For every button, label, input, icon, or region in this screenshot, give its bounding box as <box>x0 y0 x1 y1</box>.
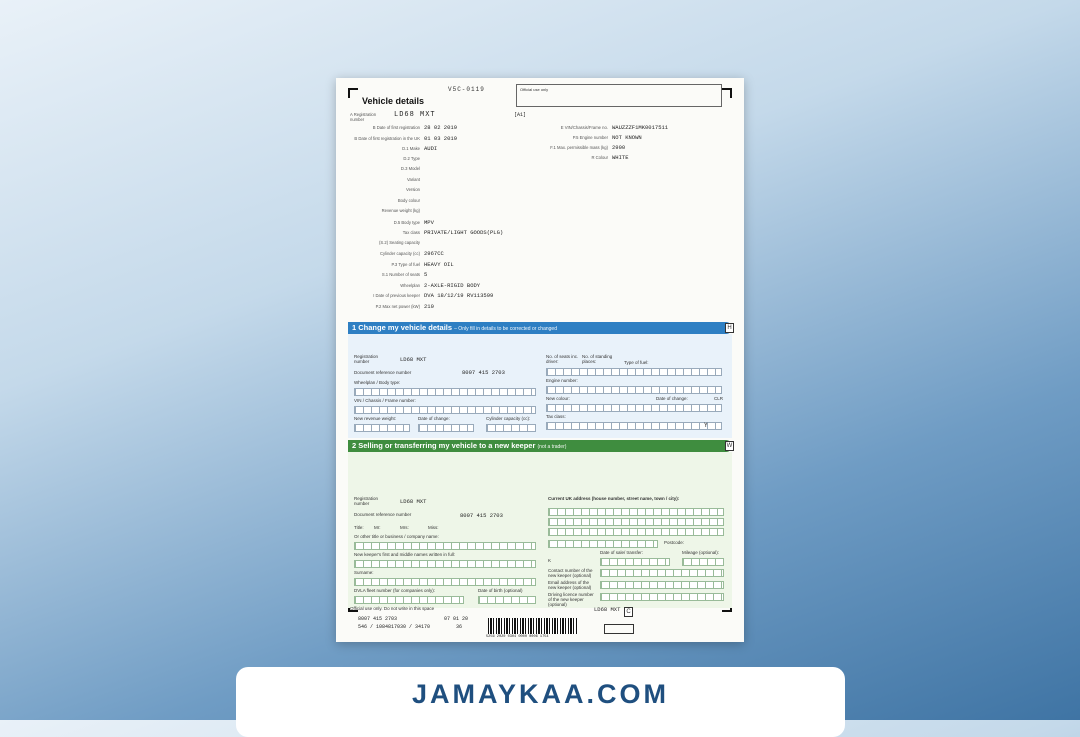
s2-dob-label: Date of birth (optional) <box>478 588 523 593</box>
vehicle-field-right-label: P.5 Engine number <box>572 135 608 140</box>
vehicle-field-right-label: F.1 Max. permissible mass (kg) <box>550 145 608 150</box>
vehicle-field-value: 2967CC <box>424 250 444 257</box>
vehicle-field-row <box>350 292 493 299</box>
s1-docref-label: Document reference number <box>354 370 412 375</box>
section2-subtitle: (not a trader) <box>537 444 567 450</box>
vehicle-field-right-row <box>532 144 625 151</box>
vehicle-field-value: HEAVY OIL <box>424 260 454 268</box>
s2-licence-input[interactable] <box>600 593 724 601</box>
ref-code: V5C-0119 <box>448 86 485 93</box>
s1-datechange-label: Date of change: <box>656 396 688 401</box>
vehicle-field-label: S.1 Number of seats <box>381 272 420 277</box>
v5c-document <box>336 78 744 642</box>
site-name[interactable]: JAMAYKAA.COM <box>411 679 670 709</box>
barcode <box>488 618 578 634</box>
vehicle-field-label: D.1 Make <box>402 146 420 151</box>
vehicle-field-value: 210 <box>424 302 434 310</box>
s2-postcode-input[interactable] <box>548 540 658 548</box>
s2-contact-input[interactable] <box>600 569 724 577</box>
vehicle-field-label: Wheelplan <box>400 282 420 288</box>
section2-flag: W <box>726 443 733 449</box>
footer-code: 546 / 1084817030 / 34170 <box>358 624 431 630</box>
vehicle-field-value: PRIVATE/LIGHT GOODS(PLG) <box>424 229 504 236</box>
s2-docref-label: Document reference number <box>354 512 412 517</box>
s2-title-label: Title: <box>354 525 364 530</box>
vehicle-field-value: 2-AXLE-RIGID BODY <box>424 281 481 289</box>
s2-email-label: Email address of the new keeper (optional) <box>548 580 592 590</box>
s2-mileage-input[interactable] <box>682 558 724 566</box>
vehicle-field-value: 5 <box>424 271 428 278</box>
vehicle-field-row <box>350 177 424 182</box>
vehicle-field-label: Revenue weight (kg) <box>381 208 420 213</box>
s2-datesale-input[interactable] <box>600 558 670 566</box>
vehicle-field-label: D.2 Type <box>403 155 420 161</box>
vehicle-field-label: Version <box>406 187 420 192</box>
vehicle-field-right-value: 2900 <box>612 144 626 151</box>
vehicle-field-value: DVA 18/12/19 RV113599 <box>424 292 494 299</box>
corner-mark <box>348 88 358 98</box>
vehicle-field-value: MPV <box>424 218 434 226</box>
s2-reg-value: LD68 MXT <box>400 498 427 505</box>
s1-weight-label: New revenue weight: <box>354 416 397 421</box>
s2-datesale-label: Date of sale/ transfer: <box>600 550 644 555</box>
official-use-box <box>516 84 722 107</box>
section2-title: 2 Selling or transferring my vehicle to a new keeper <box>352 441 536 450</box>
s1-seats-label: No. of seats inc. driver: <box>546 354 579 364</box>
vehicle-field-label: B Date of first registration in the UK <box>354 135 420 141</box>
s2-miss-option[interactable]: Miss: <box>428 525 439 530</box>
footer-date: 07 01 20 <box>444 616 469 622</box>
section1-header <box>348 322 732 334</box>
s2-email-input[interactable] <box>600 581 724 589</box>
vehicle-field-right-row <box>532 124 668 131</box>
doc-title: Vehicle details <box>362 96 425 106</box>
vehicle-field-row <box>350 166 424 171</box>
vehicle-field-label: Body colour <box>397 197 420 203</box>
s1-cyl-label: Cylinder capacity (cc): <box>486 416 531 421</box>
s1-y-mark: Y <box>704 422 708 429</box>
s2-surname-input[interactable] <box>354 578 536 586</box>
official-use-label: Official use only <box>520 87 549 92</box>
vehicle-field-label: Variant <box>407 176 420 182</box>
vehicle-field-label: P.3 Type of fuel <box>391 261 420 267</box>
vehicle-field-label: P.2 Max net power (kW) <box>375 303 420 309</box>
vehicle-field-label: (S.2) Seating capacity <box>379 239 420 245</box>
s2-names-label: New keeper's first and middle names written in full: <box>354 552 456 557</box>
s2-dob-input[interactable] <box>478 596 536 604</box>
footer-num: 36 <box>456 624 463 630</box>
vehicle-field-label: D.3 Model <box>400 166 420 171</box>
vehicle-field-row <box>350 145 437 152</box>
site-banner <box>236 667 845 737</box>
s1-reg-value: LD68 MXT <box>400 356 427 363</box>
s1-weight-input[interactable] <box>354 424 410 432</box>
vehicle-field-row <box>350 187 424 192</box>
section2-header <box>348 440 732 452</box>
s2-address-line2[interactable] <box>548 518 724 526</box>
vehicle-field-row <box>350 240 424 245</box>
s2-address-line3[interactable] <box>548 528 724 536</box>
barcode-digits: 5256 2020 0304 0000 0006 1754 <box>486 635 549 639</box>
s2-address-line1[interactable] <box>548 508 724 516</box>
vehicle-field-right-label: R Colour <box>591 155 608 160</box>
s2-licence-label: Driving licence number of the new keeper (optional) <box>548 592 594 607</box>
s1-fuel-label: Type of fuel: <box>624 360 649 365</box>
footer-official-label: Official use only. Do not write in this space <box>350 606 435 611</box>
corner-mark <box>722 88 732 98</box>
s2-contact-label: Contact number of the new keeper (optional) <box>548 568 593 578</box>
footer-ref: 8007 415 2703 <box>358 616 398 622</box>
s2-address-label: Current UK address (house number, street name, town / city): <box>548 496 680 501</box>
reg-value: LD68 MXT <box>394 111 436 119</box>
vehicle-field-row <box>350 198 424 203</box>
vehicle-field-row <box>350 282 480 289</box>
s1-vin-input[interactable] <box>354 406 536 414</box>
section1-subtitle: – Only fill in details to be corrected or changed <box>454 326 557 332</box>
vehicle-field-value: AUDI <box>424 145 438 152</box>
vehicle-field-row <box>350 261 454 268</box>
s2-docref-value: 8007 415 2703 <box>460 512 503 519</box>
s2-dvla-label: DVLA fleet number (for companies only): <box>354 588 436 593</box>
reg-label: A Registration number <box>350 112 377 122</box>
vehicle-field-label: Cylinder capacity (cc) <box>379 251 420 256</box>
s1-taxclass-label: Tax class: <box>546 414 566 419</box>
s1-date-label: Date of change: <box>418 416 450 421</box>
s2-dvla-input[interactable] <box>354 596 464 604</box>
s1-standing-label: No. of standing places: <box>582 354 613 364</box>
vehicle-field-value: 01 03 2019 <box>424 134 458 142</box>
s2-surname-label: Surname: <box>354 570 374 575</box>
vehicle-field-right-row <box>532 134 642 141</box>
vehicle-field-row <box>350 229 503 236</box>
s2-mrs-option[interactable]: Mrs: <box>400 525 409 530</box>
vehicle-field-label: Tax class <box>402 230 420 235</box>
section1-flag: H <box>725 323 734 333</box>
vehicle-field-right-value: WHITE <box>612 154 629 161</box>
vehicle-field-row <box>350 156 424 161</box>
vehicle-field-row <box>350 250 444 257</box>
vehicle-field-right-value: NOT KNOWN <box>612 134 642 141</box>
vehicle-field-label: I Date of previous keeper <box>373 293 420 298</box>
vehicle-field-row <box>350 135 457 142</box>
s1-cyl-input[interactable] <box>486 424 536 432</box>
s2-reg-label: Registration number <box>354 496 379 506</box>
s1-taxclass-input[interactable] <box>546 422 722 430</box>
vehicle-field-right-label: E VIN/Chassis/Frame no. <box>560 125 608 130</box>
s1-date-input[interactable] <box>418 424 474 432</box>
vehicle-field-label: D.5 Body type <box>393 219 420 225</box>
a1-mark: [A1] <box>514 112 527 118</box>
s1-vin-label: VIN / Chassis / Frame number: <box>354 398 416 403</box>
footer-box <box>604 624 634 634</box>
s2-postcode-label: Postcode: <box>664 540 685 545</box>
s1-clr-label: CLR <box>714 396 724 401</box>
vehicle-field-row <box>350 271 427 278</box>
vehicle-field-label: B Date of first registration <box>372 125 420 130</box>
vehicle-field-right-value: WAUZZZF1MK0017511 <box>612 124 669 131</box>
s1-docref-value: 8007 415 2703 <box>462 369 505 376</box>
vehicle-field-row <box>350 303 434 310</box>
vehicle-field-row <box>350 208 424 213</box>
s1-wheelplan-label: Wheelplan / Body type: <box>354 380 401 385</box>
s1-colour-input[interactable] <box>546 404 722 412</box>
s2-names-input[interactable] <box>354 560 536 568</box>
s2-company-label: Or other title or business / company name: <box>354 534 439 539</box>
s1-engine-label: Engine number: <box>546 378 578 383</box>
vehicle-field-right-row <box>532 154 629 161</box>
vehicle-field-value: 28 02 2019 <box>424 124 458 131</box>
s2-mr-option[interactable]: Mr: <box>374 525 381 530</box>
s2-mileage-label: Mileage (optional): <box>682 550 720 555</box>
s1-seats-fuel-input[interactable] <box>546 368 722 376</box>
vehicle-field-row <box>350 219 434 226</box>
s1-colour-label: New colour: <box>546 396 570 401</box>
s1-reg-label: Registration number <box>354 354 379 364</box>
footer-reg: LD68 MXT <box>594 606 621 613</box>
vehicle-field-row <box>350 124 457 131</box>
s1-engine-input[interactable] <box>546 386 722 394</box>
s1-wheelplan-input[interactable] <box>354 388 536 396</box>
s2-company-input[interactable] <box>354 542 536 550</box>
s2-k-mark: K <box>548 558 552 563</box>
section1-title: 1 Change my vehicle details <box>352 323 453 332</box>
footer-c-box: C <box>624 607 633 617</box>
